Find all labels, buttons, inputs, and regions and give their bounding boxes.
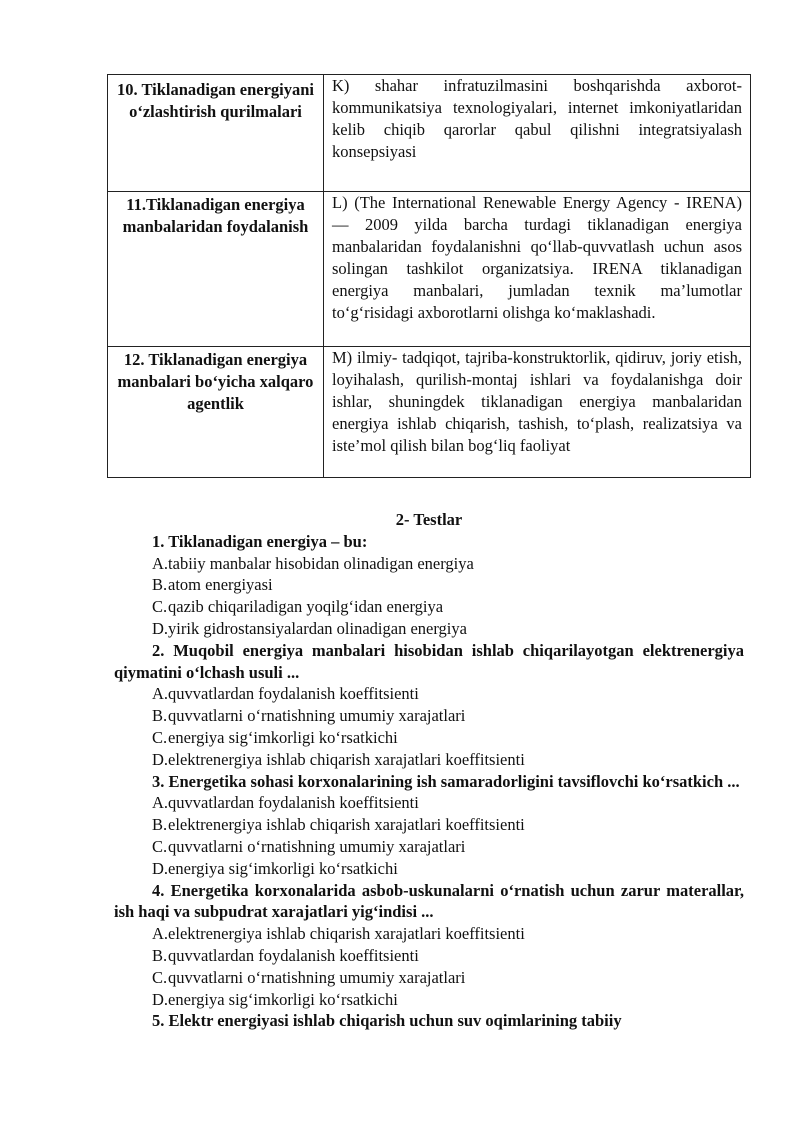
option-letter: C. (152, 836, 168, 856)
option-letter: B. (152, 706, 168, 726)
answer-option (114, 596, 744, 618)
tests-section (114, 509, 744, 1032)
matching-table (107, 74, 751, 478)
option-letter: D. (152, 989, 169, 1009)
table-row (108, 192, 751, 347)
question-text: 2. Muqobil energiya manbalari hisobidan ishlab chiqarilayotgan elektrenergiya qiymatini o‘lchash usuli ... (114, 640, 744, 682)
answer-option (114, 553, 744, 575)
option-text: elektrenergiya ishlab chiqarish xarajatlari koeffitsienti (168, 924, 525, 944)
term-cell: 10. Tiklanadigan energiyani o‘zlashtirish qurilmalari (108, 75, 324, 192)
answer-option (114, 792, 744, 814)
answer-option (114, 683, 744, 705)
answer-option (114, 574, 744, 596)
option-text: quvvatlarni o‘rnatishning umumiy xarajatlari (168, 967, 466, 987)
option-text: atom energiyasi (168, 575, 273, 595)
option-letter: B. (152, 815, 168, 835)
option-letter: D. (152, 749, 169, 769)
option-letter: A. (152, 553, 169, 573)
answer-option (114, 945, 744, 967)
option-text: elektrenergiya ishlab chiqarish xarajatlari koeffitsienti (168, 749, 525, 769)
term-cell: 11.Tiklanadigan energiya manbalaridan foydalanish (108, 192, 324, 347)
table-row (108, 347, 751, 478)
option-text: yirik gidrostansiyalardan olinadigan energiya (168, 618, 467, 638)
definition-cell: M) ilmiy- tadqiqot, tajriba-konstruktorlik, qidiruv, joriy etish, loyihalash, qurilish-montaj ishlari va foydalanishga doir ishlar, shuningdek tiklanadigan energiya manbalaridan energiya ishlab chiqarish, tashish, to‘plash, realizatsiya va iste’mol qilish bilan bog‘liq faoliyat (324, 347, 751, 478)
option-letter: C. (152, 727, 168, 747)
option-letter: B. (152, 575, 168, 595)
answer-option (114, 814, 744, 836)
option-letter: D. (152, 618, 169, 638)
option-text: elektrenergiya ishlab chiqarish xarajatlari koeffitsienti (168, 815, 525, 835)
answer-option (114, 967, 744, 989)
definition-cell: K) shahar infratuzilmasini boshqarishda axborot-kommunikatsiya texnologiyalari, internet imkoniyatlaridan kelib chiqib qarorlar qabul qilishni integratsiyalash konsepsiyasi (324, 75, 751, 192)
option-letter: A. (152, 684, 169, 704)
option-letter: A. (152, 924, 169, 944)
option-text: tabiiy manbalar hisobidan olinadigan energiya (168, 553, 474, 573)
answer-option (114, 705, 744, 727)
option-text: quvvatlardan foydalanish koeffitsienti (168, 793, 419, 813)
option-text: quvvatlardan foydalanish koeffitsienti (168, 684, 419, 704)
definition-cell: L) (The International Renewable Energy Agency - IRENA) — 2009 yilda barcha turdagi tiklanadigan energiya manbalaridan foydalanishni qo‘llab-quvvatlash uchun asos solingan tashkilot organizatsiya. IRENA tiklanadigan energiya manbalari, jumladan texnik ma’lumotlar to‘g‘risidagi axborotlarni olishga ko‘maklashadi. (324, 192, 751, 347)
term-cell: 12. Tiklanadigan energiya manbalari bo‘yicha xalqaro agentlik (108, 347, 324, 478)
question-text: 1. Tiklanadigan energiya – bu: (152, 531, 368, 551)
question-text: 3. Energetika sohasi korxonalarining ish samaradorligini tavsiflovchi ko‘rsatkich ... (152, 771, 740, 791)
option-text: qazib chiqariladigan yoqilg‘idan energiya (168, 597, 444, 617)
answer-option (114, 727, 744, 749)
option-text: quvvatlarni o‘rnatishning umumiy xarajatlari (168, 706, 466, 726)
answer-option (114, 989, 744, 1011)
answer-option (114, 618, 744, 640)
section-title: 2- Testlar (395, 510, 463, 529)
answer-option (114, 858, 744, 880)
option-letter: B. (152, 945, 168, 965)
answer-option (114, 836, 744, 858)
question-text: 5. Elektr energiyasi ishlab chiqarish uchun suv oqimlarining tabiiy (152, 1011, 622, 1031)
option-text: quvvatlarni o‘rnatishning umumiy xarajatlari (168, 836, 466, 856)
option-letter: C. (152, 967, 168, 987)
option-letter: D. (152, 858, 169, 878)
option-text: energiya sig‘imkorligi ko‘rsatkichi (168, 727, 398, 747)
option-letter: A. (152, 793, 169, 813)
table-row (108, 75, 751, 192)
question-text: 4. Energetika korxonalarida asbob-uskunalarni o‘rnatish uchun zarur materallar, ish haqi va subpudrat xarajatlari yig‘indisi ... (114, 880, 744, 922)
option-text: energiya sig‘imkorligi ko‘rsatkichi (168, 989, 398, 1009)
answer-option (114, 749, 744, 771)
option-letter: C. (152, 597, 168, 617)
answer-option (114, 923, 744, 945)
option-text: energiya sig‘imkorligi ko‘rsatkichi (168, 858, 398, 878)
option-text: quvvatlardan foydalanish koeffitsienti (168, 945, 419, 965)
